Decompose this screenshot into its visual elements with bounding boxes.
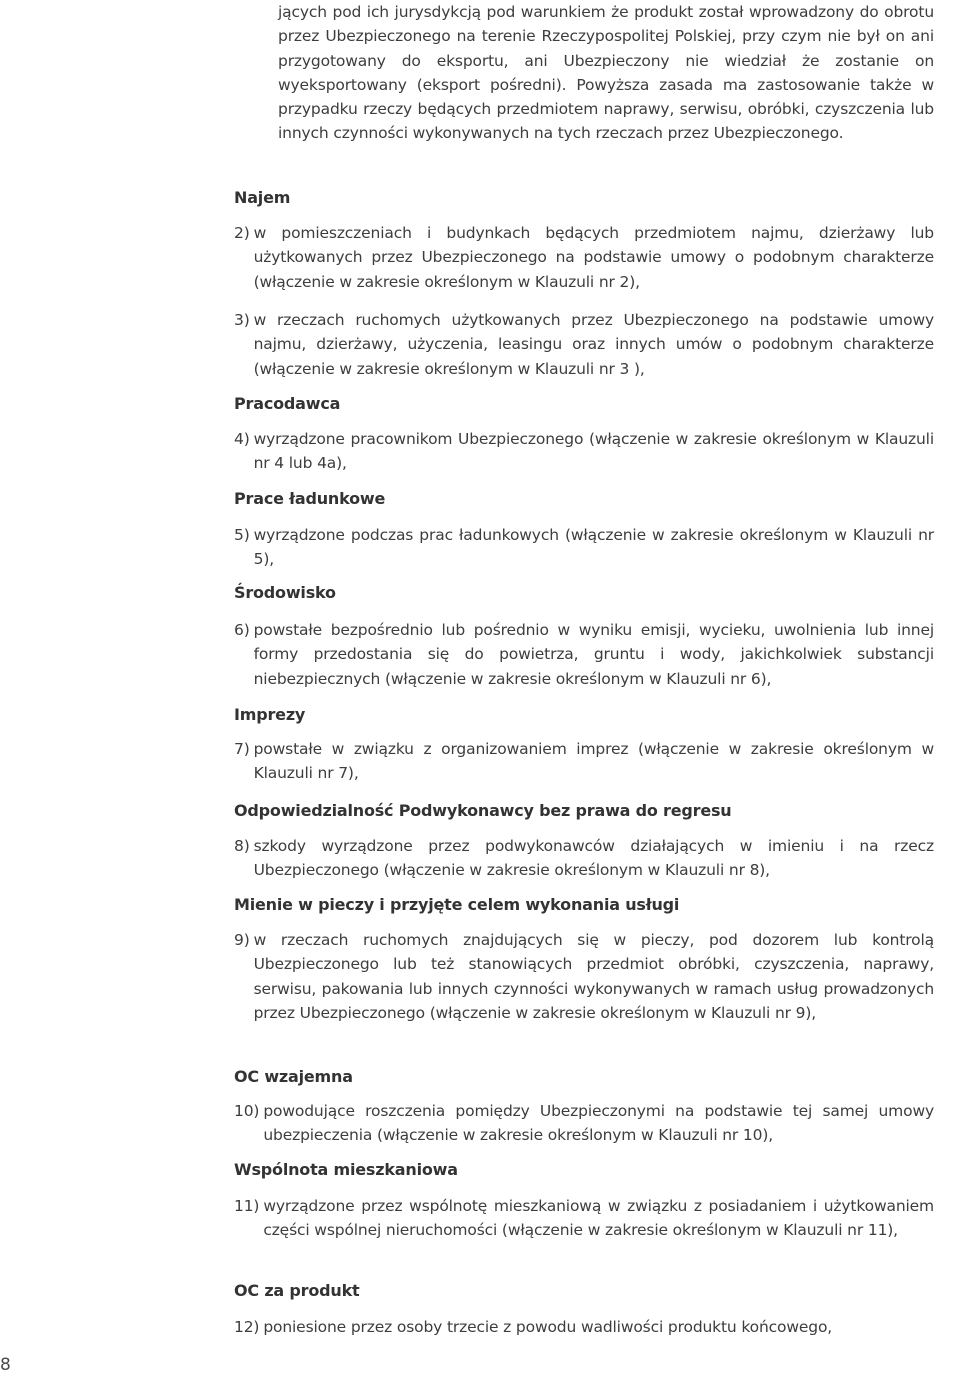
item-number: 6) bbox=[234, 621, 250, 639]
intro-paragraph: jących pod ich jurysdykcją pod warunkiem że produkt został wprowadzony do obrotu przez Ubezpieczonego na terenie Rzeczypospolitej Polskiej, przy czym nie był on ani przygotowany do eksportu, ani Ubezpieczony nie wiedział że zostanie on wyeksportowany (eksport pośredni). Powyższa zasada ma zastosowanie także w przypadku rzeczy będących przedmiotem naprawy, serwisu, obróbki, czyszczenia lub innych czynności wykonywanych na tych rzeczach przez Ubezpieczonego. bbox=[278, 3, 934, 143]
list-item-4 bbox=[234, 427, 934, 476]
section-heading-prace-ladunkowe: Prace ładunkowe bbox=[234, 489, 386, 508]
item-number: 9) bbox=[234, 931, 250, 949]
item-text: wyrządzone podczas prac ładunkowych (włączenie w zakresie określonym w Klauzuli nr 5), bbox=[253, 526, 934, 569]
section-heading-podwykonawca: Odpowiedzialność Podwykonawcy bez prawa do regresu bbox=[234, 801, 732, 820]
item-text: w rzeczach ruchomych użytkowanych przez Ubezpieczonego na podstawie umowy najmu, dzierżawy, użyczenia, leasingu oraz innych umów o podobnym charakterze (włączenie w zakresie określonym w Klauzuli nr 3 ), bbox=[253, 311, 934, 378]
item-number: 3) bbox=[234, 311, 250, 329]
list-item-8 bbox=[234, 834, 934, 883]
section-heading-wspolnota: Wspólnota mieszkaniowa bbox=[234, 1160, 458, 1179]
section-heading-mienie-w-pieczy: Mienie w pieczy i przyjęte celem wykonania usługi bbox=[234, 895, 680, 914]
section-heading-najem: Najem bbox=[234, 188, 291, 207]
item-number: 7) bbox=[234, 740, 250, 758]
list-item-12 bbox=[234, 1315, 934, 1339]
list-item-9 bbox=[234, 928, 934, 1025]
item-text: powodujące roszczenia pomiędzy Ubezpieczonymi na podstawie tej samej umowy ubezpieczenia (włączenie w zakresie określonym w Klauzuli nr 10), bbox=[263, 1102, 934, 1145]
list-item-2 bbox=[234, 221, 934, 294]
section-heading-oc-wzajemna: OC wzajemna bbox=[234, 1067, 353, 1086]
item-text: powstałe bezpośrednio lub pośrednio w wyniku emisji, wycieku, uwolnienia lub innej formy przedostania się do powietrza, gruntu i wody, jakichkolwiek substancji niebezpiecznych (włączenie w zakresie określonym w Klauzuli nr 6), bbox=[253, 621, 934, 688]
item-number: 12) bbox=[234, 1318, 260, 1336]
item-text: wyrządzone przez wspólnotę mieszkaniową w związku z posiadaniem i użytkowaniem części wspólnej nieruchomości (włączenie w zakresie określonym w Klauzuli nr 11), bbox=[263, 1197, 934, 1240]
item-number: 4) bbox=[234, 430, 250, 448]
item-text: w rzeczach ruchomych znajdujących się w pieczy, pod dozorem lub kontrolą Ubezpieczonego lub też stanowiących przedmiot obróbki, czyszczenia, naprawy, serwisu, pakowania lub innych czynności wykonywanych w ramach usług prowadzonych przez Ubezpieczonego (włączenie w zakresie określonym w Klauzuli nr 9), bbox=[253, 931, 934, 1022]
list-item-5 bbox=[234, 523, 934, 572]
item-text: powstałe w związku z organizowaniem imprez (włączenie w zakresie określonym w Klauzuli nr 7), bbox=[253, 740, 934, 783]
item-number: 8) bbox=[234, 837, 250, 855]
item-number: 2) bbox=[234, 224, 250, 242]
item-number: 11) bbox=[234, 1197, 260, 1215]
list-item-11 bbox=[234, 1194, 934, 1243]
section-heading-srodowisko: Środowisko bbox=[234, 583, 336, 602]
item-number: 5) bbox=[234, 526, 250, 544]
item-text: wyrządzone pracownikom Ubezpieczonego (włączenie w zakresie określonym w Klauzuli nr 4 lub 4a), bbox=[253, 430, 934, 473]
section-heading-imprezy: Imprezy bbox=[234, 705, 306, 724]
list-item-7 bbox=[234, 737, 934, 786]
section-heading-pracodawca: Pracodawca bbox=[234, 394, 341, 413]
list-item-6 bbox=[234, 618, 934, 691]
list-item-10 bbox=[234, 1099, 934, 1148]
page-number: 8 bbox=[0, 1355, 11, 1375]
item-text: szkody wyrządzone przez podwykonawców działających w imieniu i na rzecz Ubezpieczonego (włączenie w zakresie określonym w Klauzuli nr 8), bbox=[253, 837, 934, 880]
list-item-3 bbox=[234, 308, 934, 381]
item-number: 10) bbox=[234, 1102, 260, 1120]
item-text: poniesione przez osoby trzecie z powodu wadliwości produktu końcowego, bbox=[263, 1318, 833, 1336]
item-text: w pomieszczeniach i budynkach będących przedmiotem najmu, dzierżawy lub użytkowanych przez Ubezpieczonego na podstawie umowy o podobnym charakterze (włączenie w zakresie określonym w Klauzuli nr 2), bbox=[253, 224, 934, 291]
section-heading-oc-za-produkt: OC za produkt bbox=[234, 1281, 360, 1300]
